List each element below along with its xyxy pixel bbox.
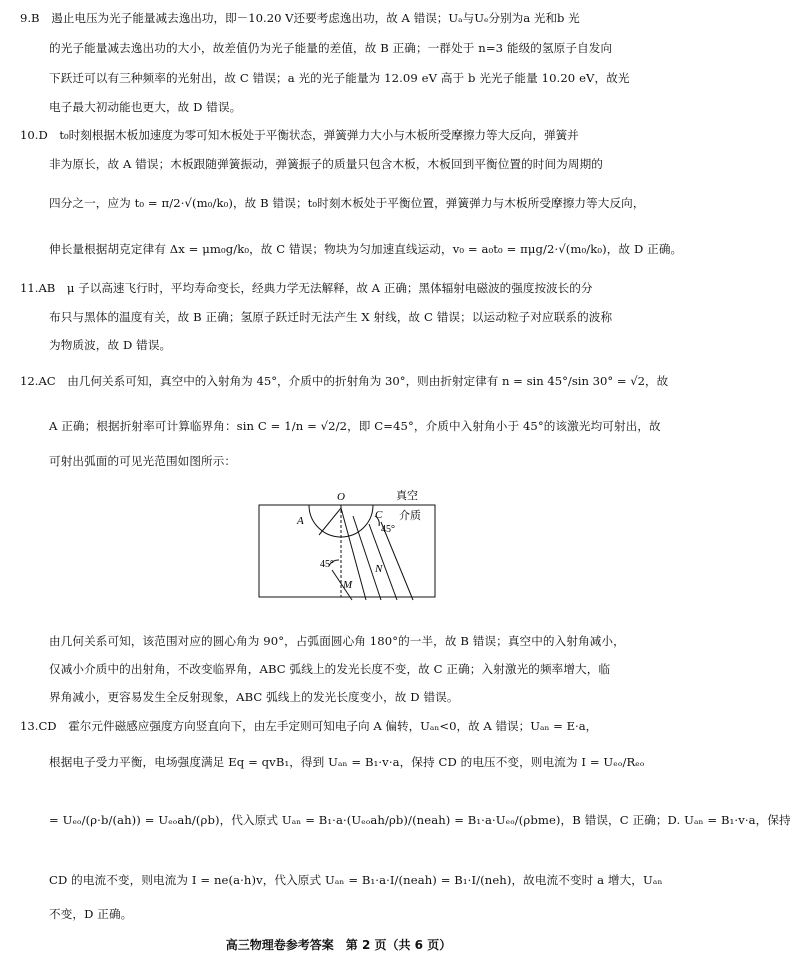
ray-4 — [353, 516, 381, 600]
q13-line-1: 13.CD 霍尔元件磁感应强度方向竖直向下，由左手定则可知电子向 A 偏转，Uₐₙ<0，故 A 错误；Uₐₙ = E·a， — [20, 719, 598, 733]
q12-line-2: A 正确；根据折射率可计算临界角：sin C = 1/n = √2/2，即 C=45°，介质中入射角小于 45°的该激光均可射出，故 — [49, 419, 661, 433]
q11-line-1: 11.AB μ 子以高速飞行时，平均寿命变长，经典力学无法解释，故 A 正确；黑体辐射电磁波的强度按波长的分 — [20, 281, 593, 295]
q11-line-2: 布只与黑体的温度有关，故 B 正确；氢原子跃迁时无法产生 X 射线，故 C 错误；以运动粒子对应联系的波称 — [49, 310, 613, 324]
label-n: N — [375, 563, 383, 575]
label-vacuum: 真空 — [396, 489, 418, 502]
q13-line-5: 不变，D 正确。 — [49, 907, 133, 921]
q12-after-line-3: 界角减小，更容易发生全反射现象，ABC 弧线上的发光长度变小，故 D 错误。 — [49, 690, 459, 704]
q13-line-2: 根据电子受力平衡，电场强度满足 Eq = qvB₁，得到 Uₐₙ = B₁·v·a，保持 CD 的电压不变，则电流为 I = Uₑₒ/Rₑₒ — [49, 755, 645, 769]
angle-label-top: 45° — [381, 524, 395, 535]
q9-line-4: 电子最大初动能也更大，故 D 错误。 — [49, 100, 242, 114]
label-a: A — [297, 515, 304, 527]
label-m: M — [343, 579, 353, 591]
q9-line-1: 9.B 遏止电压为光子能量减去逸出功，即－10.20 V还要考虑逸出功，故 A 错误；Uₐ与Uₑ分别为a 光和b 光 — [20, 11, 580, 25]
angle-label-bottom: 45° — [320, 559, 334, 570]
q11-line-3: 为物质波，故 D 错误。 — [49, 338, 172, 352]
q9-line-2: 的光子能量减去逸出功的大小，故差值仍为光子能量的差值，故 B 正确；一群处于 n=3 能级的氢原子自发向 — [49, 41, 613, 55]
label-c: C — [375, 509, 383, 521]
q12-after-line-2: 仅减小介质中的出射角，不改变临界角，ABC 弧线上的发光长度不变，故 C 正确；入射激光的频率增大，临 — [49, 662, 611, 676]
q12-line-3: 可射出弧面的可见光范围如图所示： — [49, 454, 237, 468]
q13-line-3: = Uₑₒ/(ρ·b/(ah)) = Uₑₒah/(ρb)，代入原式 Uₐₙ = B₁·a·(Uₑₒah/ρb)/(neah) = B₁·a·Uₑₒ/(ρbme)，B 错误，C 正确；D. Uₐₙ = B₁·v·a，保持 — [49, 813, 791, 827]
q10-line-4: 伸长量根据胡克定律有 Δx = μm₀g/k₀，故 C 错误；物块为匀加速直线运动，v₀ = a₀t₀ = πμg/2·√(m₀/k₀)，故 D 正确。 — [49, 242, 683, 256]
ray-1 — [319, 508, 341, 535]
label-medium: 介质 — [399, 509, 421, 522]
q9-line-3: 下跃迁可以有三种频率的光射出，故 C 错误；a 光的光子能量为 12.09 eV 高于 b 光光子能量 10.20 eV，故光 — [49, 71, 630, 85]
q13-line-4: CD 的电流不变，则电流为 I = ne(a·h)v，代入原式 Uₐₙ = B₁·a·I/(neah) = B₁·I/(neh)，故电流不变时 a 增大，Uₐₙ — [49, 873, 663, 887]
q12-after-line-1: 由几何关系可知，该范围对应的圆心角为 90°，占弧面圆心角 180°的一半，故 B 错误；真空中的入射角减小， — [49, 634, 625, 648]
refraction-diagram — [257, 482, 437, 602]
q12-line-1: 12.AC 由几何关系可知，真空中的入射角为 45°，介质中的折射角为 30°，则由折射定律有 n = sin 45°/sin 30° = √2，故 — [20, 374, 669, 388]
label-o: O — [337, 491, 345, 503]
ray-5 — [369, 524, 397, 600]
q10-line-2: 非为原长，故 A 错误；木板跟随弹簧振动，弹簧振子的质量只包含木板，木板回到平衡位置的时间为周期的 — [49, 157, 603, 171]
q10-line-1: 10.D t₀时刻根据木板加速度为零可知木板处于平衡状态，弹簧弹力大小与木板所受摩擦力等大反向，弹簧并 — [20, 128, 579, 142]
page-footer: 高三物理卷参考答案 第 2 页（共 6 页） — [225, 938, 452, 952]
q10-line-3: 四分之一，应为 t₀ = π/2·√(m₀/k₀)，故 B 错误；t₀时刻木板处于平衡位置，弹簧弹力与木板所受摩擦力等大反向， — [49, 196, 645, 210]
